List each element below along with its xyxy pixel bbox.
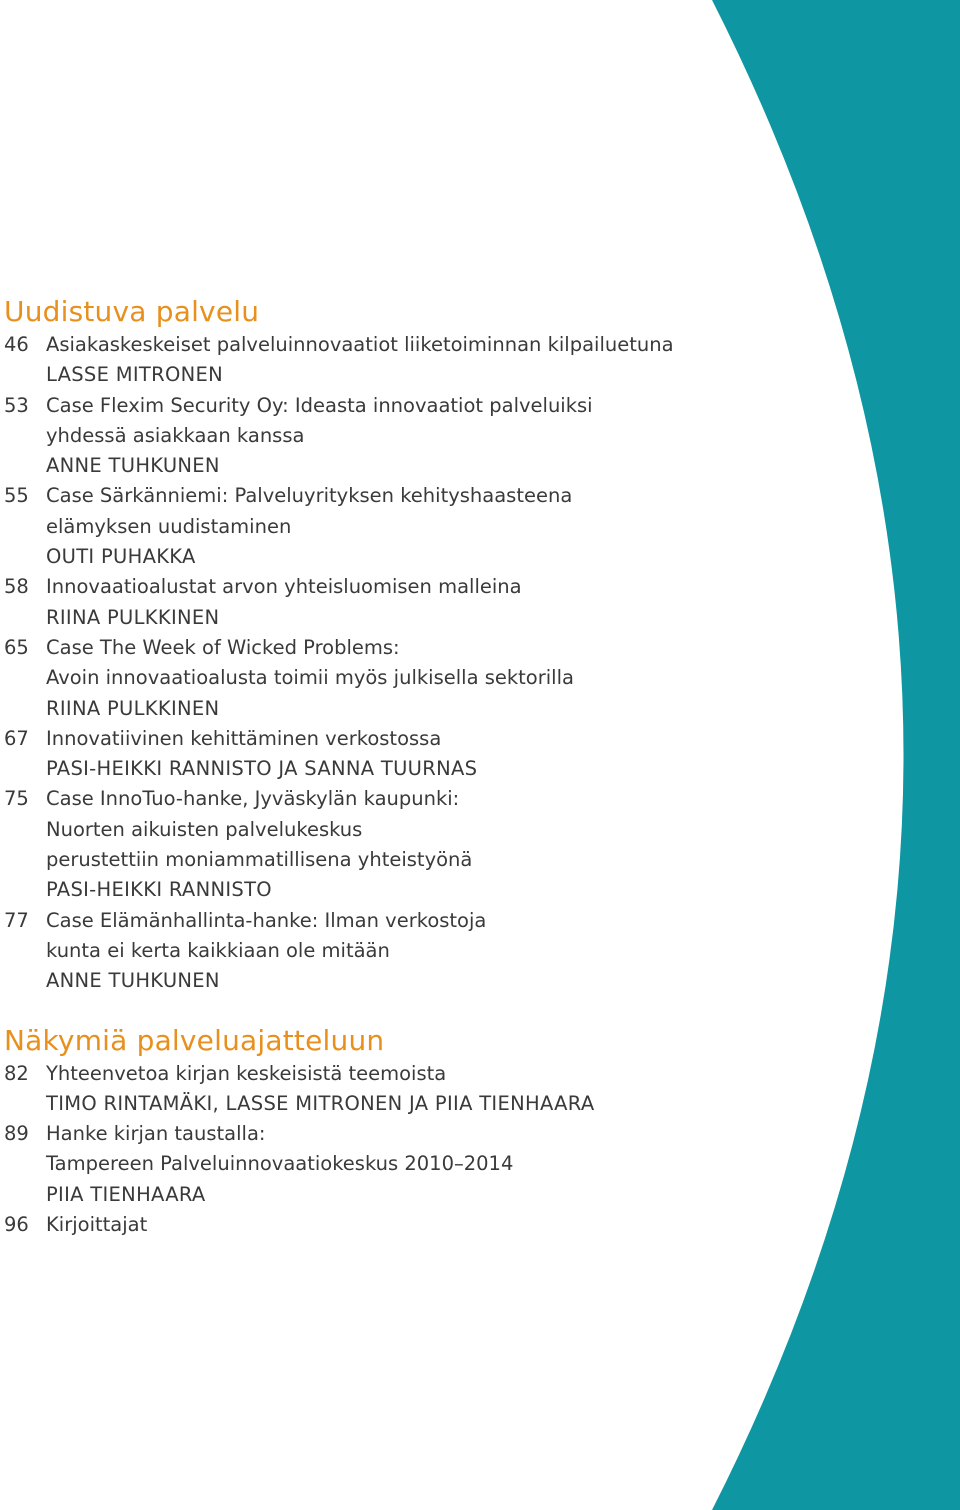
entry-title-line: Case The Week of Wicked Problems: — [46, 635, 400, 659]
entry-author: PIIA TIENHAARA — [46, 1182, 206, 1206]
entry-title-line: Case Flexim Security Oy: Ideasta innovaatiot palveluiksi — [46, 393, 593, 417]
entry-body — [46, 1119, 764, 1210]
entry-body — [46, 906, 764, 997]
page-number: 96 — [4, 1213, 29, 1237]
entry-author: TIMO RINTAMÄKI, LASSE MITRONEN JA PIIA TIENHAARA — [46, 1091, 595, 1115]
toc-entry — [4, 633, 764, 724]
toc-entry — [4, 784, 764, 905]
entry-title-line: kunta ei kerta kaikkiaan ole mitään — [46, 938, 390, 962]
toc-entry — [4, 481, 764, 572]
entry-body — [46, 724, 764, 785]
entry-author: LASSE MITRONEN — [46, 363, 224, 387]
entry-body — [46, 572, 764, 633]
page-number: 55 — [4, 484, 29, 508]
table-of-contents — [4, 294, 764, 1240]
entry-title-line: Avoin innovaatioalusta toimii myös julkisella sektorilla — [46, 666, 574, 690]
entry-author: RIINA PULKKINEN — [46, 696, 220, 720]
toc-entry — [4, 391, 764, 482]
page-number: 82 — [4, 1061, 29, 1085]
entry-title-line: Innovaatioalustat arvon yhteisluomisen malleina — [46, 575, 522, 599]
entry-title-line: Case InnoTuo-hanke, Jyväskylän kaupunki: — [46, 787, 460, 811]
entry-author: ANNE TUHKUNEN — [46, 454, 220, 478]
section-heading: Näkymiä palveluajatteluun — [4, 1023, 385, 1057]
page-number: 58 — [4, 575, 29, 599]
entry-author: RIINA PULKKINEN — [46, 605, 220, 629]
entry-title-line: Asiakaskeskeiset palveluinnovaatiot liiketoiminnan kilpailuetuna — [46, 333, 674, 356]
page-number: 77 — [4, 908, 29, 932]
entry-title-line: Tampereen Palveluinnovaatiokeskus 2010–2014 — [46, 1152, 514, 1176]
entry-title-line: Yhteenvetoa kirjan keskeisistä teemoista — [46, 1061, 447, 1085]
toc-entry — [4, 1119, 764, 1210]
page-number: 75 — [4, 787, 29, 811]
entry-title-line: Case Särkänniemi: Palveluyrityksen kehityshaasteena — [46, 484, 573, 508]
entry-title-line: Case Elämänhallinta-hanke: Ilman verkostoja — [46, 908, 487, 932]
toc-entry — [4, 1210, 764, 1240]
entry-body — [46, 1210, 764, 1240]
entry-body — [46, 481, 764, 572]
entry-body — [46, 1059, 764, 1120]
entry-title-line: Innovatiivinen kehittäminen verkostossa — [46, 726, 442, 750]
entry-body — [46, 784, 764, 905]
entry-author: PASI-HEIKKI RANNISTO — [46, 878, 272, 902]
entry-title-line: elämyksen uudistaminen — [46, 514, 292, 538]
section-heading: Uudistuva palvelu — [4, 295, 260, 328]
toc-entry — [4, 724, 764, 785]
entry-body — [46, 330, 764, 391]
entry-title-line: Kirjoittajat — [46, 1213, 148, 1237]
toc-entry — [4, 1059, 764, 1120]
entry-author: OUTI PUHAKKA — [46, 545, 196, 569]
entry-title-line: Hanke kirjan taustalla: — [46, 1122, 266, 1146]
page-number: 46 — [4, 333, 29, 356]
entry-title-line: perustettiin moniammatillisena yhteistyönä — [46, 848, 473, 872]
toc-entry — [4, 572, 764, 633]
toc-entry — [4, 330, 764, 391]
page-number: 65 — [4, 635, 29, 659]
entry-title-line: yhdessä asiakkaan kanssa — [46, 423, 305, 447]
entry-author: ANNE TUHKUNEN — [46, 969, 220, 993]
entry-title-line: Nuorten aikuisten palvelukeskus — [46, 817, 363, 841]
page-number: 67 — [4, 726, 29, 750]
page-number: 89 — [4, 1122, 29, 1146]
entry-body — [46, 391, 764, 482]
page-number: 53 — [4, 393, 29, 417]
toc-entry — [4, 906, 764, 997]
entry-author: PASI-HEIKKI RANNISTO JA SANNA TUURNAS — [46, 757, 478, 781]
entry-body — [46, 633, 764, 724]
